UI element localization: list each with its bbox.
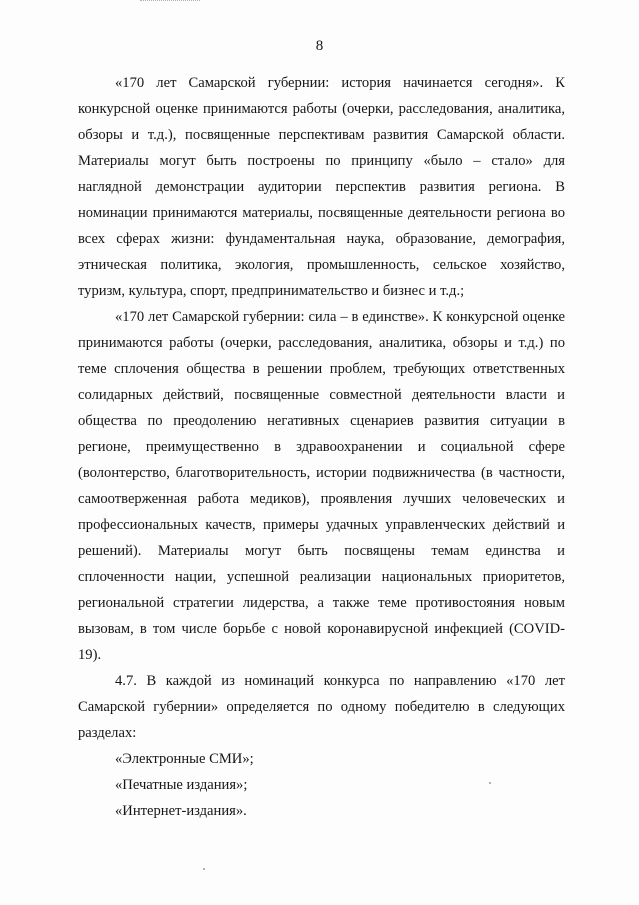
scan-speck	[203, 868, 205, 870]
paragraph-history-nomination: «170 лет Самарской губернии: история начинается сегодня». К конкурсной оценке принимаются работы (очерки, расследования, аналитика, обзоры и т.д.), посвященные перспективам развития Самарской области. Материалы могут быть построены по принципу «было – стало» для наглядной демонстрации аудитории перспектив развития региона. В номинации принимаются материалы, посвященные деятельности региона во всех сферах жизни: фундаментальная наука, образование, демография, этническая политика, экология, промышленность, сельское хозяйство, туризм, культура, спорт, предпринимательство и бизнес и т.д.;	[78, 75, 565, 299]
scan-speck	[489, 782, 491, 784]
paragraph-clause-4-7: 4.7. В каждой из номинаций конкурса по направлению «170 лет Самарской губернии» определяется по одному победителю в следующих разделах:	[78, 673, 565, 741]
page-number: 8	[315, 38, 324, 54]
paragraph-unity-nomination: «170 лет Самарской губернии: сила – в единстве». К конкурсной оценке принимаются работы (очерки, расследования, аналитика, обзоры и т.д.) по теме сплочения общества в решении проблем, требующих ответственных солидарных действий, посвященные совместной деятельности власти и общества по преодолению негативных сценариев развития ситуации в регионе, преимущественно в здравоохранении и социальной сфере (волонтерство, благотворительность, истории подвижничества (в частности, самоотверженная работа медиков), проявления лучших человеческих и профессиональных качеств, примеры удачных управленческих действий и решений). Материалы могут быть посвящены темам единства и сплоченности нации, успешной реализации национальных приоритетов, региональной стратегии лидерства, а также теме противостояния новым вызовам, в том числе борьбе с новой коронавирусной инфекцией (COVID-19).	[78, 309, 565, 663]
list-item-internet-media: «Интернет-издания».	[115, 803, 247, 819]
document-body	[78, 70, 565, 824]
list-item-electronic-media: «Электронные СМИ»;	[115, 751, 254, 767]
list-item-print-media: «Печатные издания»;	[115, 777, 248, 793]
scan-mark	[140, 0, 200, 3]
